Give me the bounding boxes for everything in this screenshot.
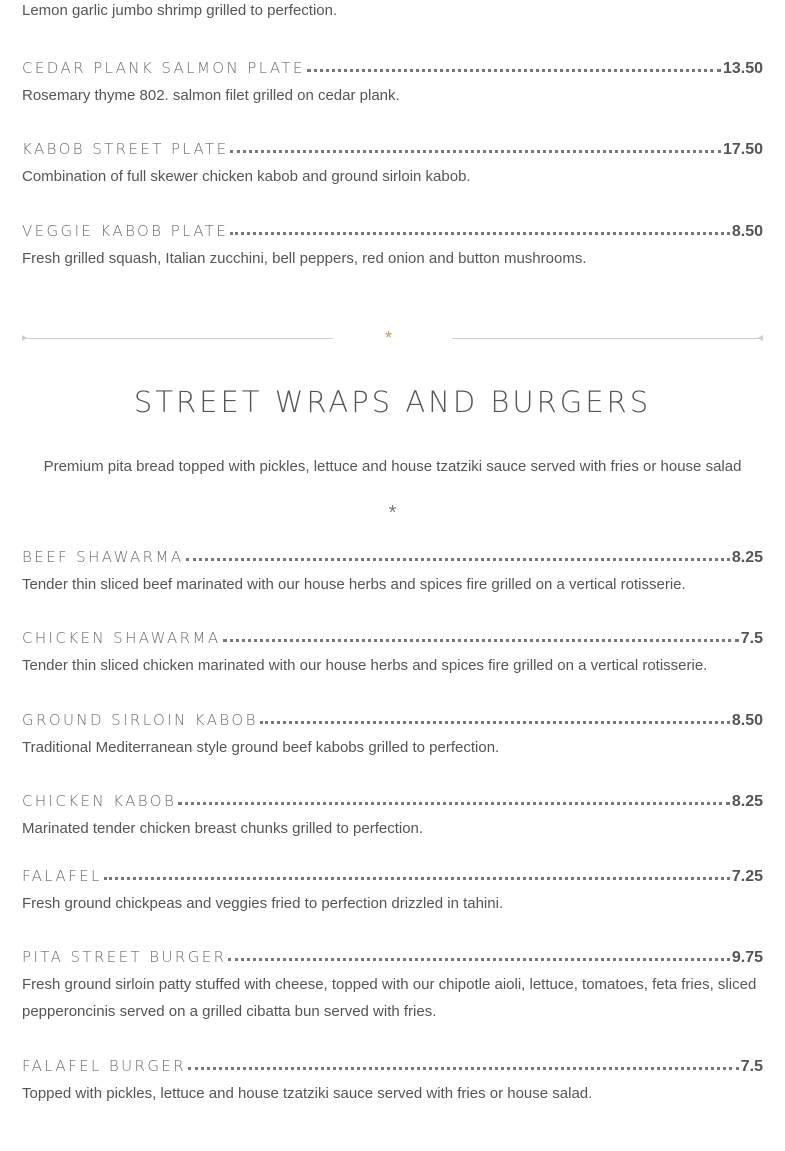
menu-item-chicken-shawarma [22,628,763,679]
item-price: 7.25 [731,868,763,885]
menu-item-beef-shawarma [22,547,763,598]
item-description: Traditional Mediterranean style ground beef kabobs grilled to perfection. [22,739,500,756]
item-price: 7.5 [740,630,763,647]
item-description: Tender thin sliced beef marinated with our house herbs and spices fire grilled on a vertical rotisserie. [22,576,686,593]
item-name: PITA STREET BURGER [22,948,227,966]
item-price: 8.25 [731,549,763,566]
item-description: Fresh ground chickpeas and veggies fried to perfection drizzled in tahini. [22,895,504,912]
item-name: CHICKEN KABOB [22,792,177,810]
item-name: GROUND SIRLOIN KABOB [22,711,258,729]
item-description: Topped with pickles, lettuce and house tzatziki sauce served with fries or house salad. [22,1085,593,1102]
item-name: FALAFEL BURGER [22,1057,187,1075]
item-name: FALAFEL [22,867,102,885]
menu-item-kabob-street-plate [22,139,763,190]
dot-leader [186,546,730,561]
item-name: KABOB STREET PLATE [22,140,229,158]
item-name: CHICKEN SHAWARMA [22,629,221,647]
item-description: Tender thin sliced chicken marinated with our house herbs and spices fire grilled on a vertical rotisserie. [22,657,708,674]
dot-leader [178,790,730,805]
item-price: 17.50 [722,141,763,158]
menu-item-veggie-kabob-plate [22,221,763,272]
item-description: Rosemary thyme 802. salmon filet grilled on cedar plank. [22,87,400,104]
asterisk-icon: * [385,328,393,348]
divider-right-line [452,338,759,339]
item-description: Combination of full skewer chicken kabob and ground sirloin kabob. [22,168,471,185]
dot-leader [307,57,721,72]
dot-leader [230,138,720,153]
dot-leader [230,220,730,235]
item-name: VEGGIE KABOB PLATE [22,222,229,240]
menu-item-ground-sirloin-kabob [22,710,763,761]
dot-leader [104,865,730,880]
menu-item-cedar-plank-salmon-plate [22,58,763,109]
dot-leader [260,709,730,724]
item-price: 8.50 [731,223,763,240]
divider-right-cap [758,335,763,341]
section-divider [22,330,763,348]
item-name: CEDAR PLANK SALMON PLATE [22,59,305,77]
dot-leader [188,1055,739,1070]
section-title: STREET WRAPS AND BURGERS [133,385,652,419]
item-price: 8.25 [731,793,763,810]
item-description: Fresh ground sirloin patty stuffed with cheese, topped with our chipotle aioli, lettuce, tomatoes, feta fries, sliced pepperoncinis served on a grilled cibatta bun served with fries. [22,976,757,1020]
menu-item-falafel [22,866,763,917]
item-name: BEEF SHAWARMA [22,548,184,566]
asterisk-icon: * [388,502,397,524]
divider-left-line [24,338,333,339]
dot-leader [223,627,739,642]
menu-item-chicken-kabob [22,791,763,842]
item-price: 13.50 [722,60,763,77]
item-description: Marinated tender chicken breast chunks grilled to perfection. [22,820,424,837]
menu-item-falafel-burger [22,1056,763,1107]
menu-item-pita-street-burger [22,947,763,1025]
item-price: 9.75 [731,949,763,966]
item-description: Lemon garlic jumbo shrimp grilled to perfection. [22,2,338,19]
item-description: Fresh grilled squash, Italian zucchini, bell peppers, red onion and button mushrooms. [22,250,587,267]
item-price: 8.50 [731,712,763,729]
section-subtitle: Premium pita bread topped with pickles, lettuce and house tzatziki sauce served with fries or house salad [43,458,742,475]
dot-leader [228,946,729,961]
item-price: 7.5 [740,1058,763,1075]
